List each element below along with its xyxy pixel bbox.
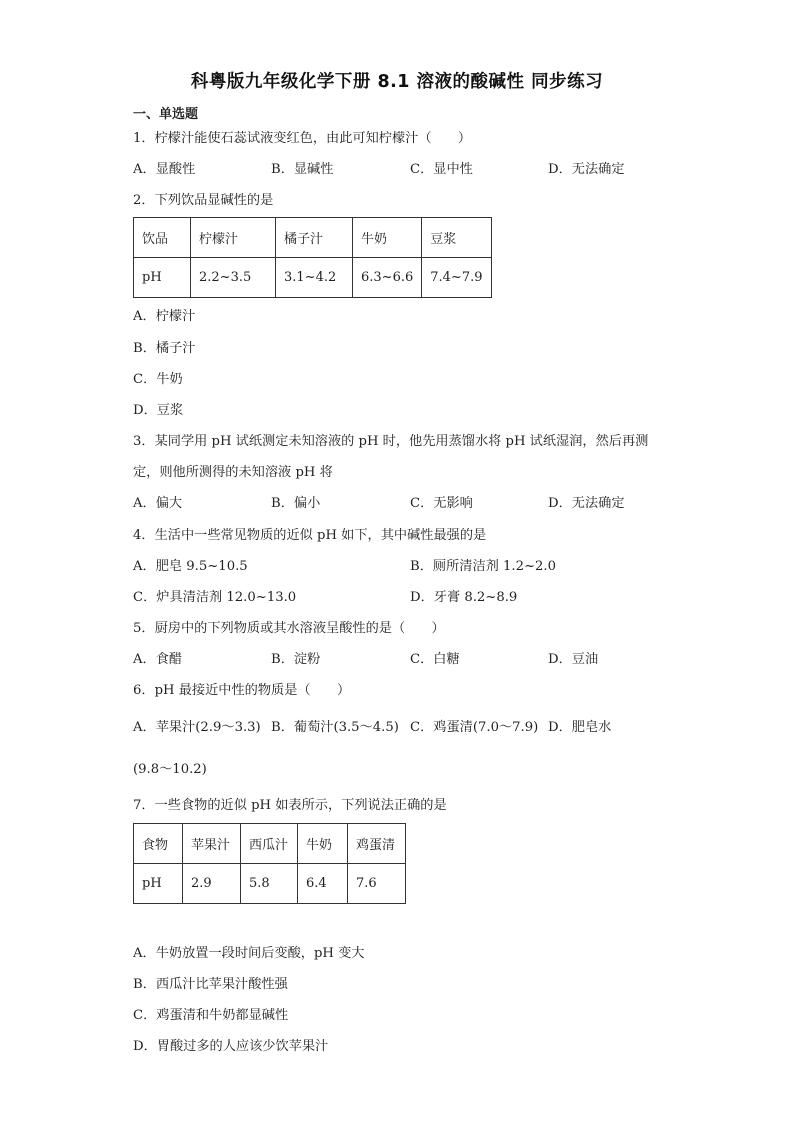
question-6-option-c: C．鸡蛋清(7.0～7.9) [410, 720, 539, 735]
table-cell: 2.9 [183, 864, 241, 904]
table-cell: 7.4~7.9 [422, 258, 491, 298]
question-6-option-b: B．葡萄汁(3.5～4.5) [271, 720, 399, 735]
question-2-option-d: D．豆浆 [133, 403, 184, 418]
question-3-option-a: A．偏大 [133, 496, 183, 511]
table-row [134, 864, 406, 904]
question-6-option-d-continued: (9.8～10.2) [133, 762, 207, 777]
question-3-stem-line2: 定，则他所测得的未知溶液 pH 将 [133, 465, 333, 480]
question-7-option-c: C．鸡蛋清和牛奶都显碱性 [133, 1008, 289, 1023]
table-cell: 牛奶 [298, 824, 348, 864]
table-cell: 7.6 [348, 864, 406, 904]
table-cell: 西瓜汁 [241, 824, 298, 864]
table-cell: 橘子汁 [276, 218, 353, 258]
question-6-option-d: D．肥皂水 [548, 720, 612, 735]
table-cell: 2.2~3.5 [191, 258, 276, 298]
table-cell: 豆浆 [422, 218, 491, 258]
question-5-stem: 5．厨房中的下列物质或其水溶液呈酸性的是（ ） [133, 621, 445, 636]
question-5-option-a: A．食醋 [133, 652, 183, 667]
question-7-option-b: B．西瓜汁比苹果汁酸性强 [133, 977, 288, 992]
table-row [134, 218, 492, 258]
table-cell: 饮品 [134, 218, 191, 258]
question-5-option-d: D．豆油 [548, 652, 599, 667]
question-7-option-a: A．牛奶放置一段时间后变酸，pH 变大 [133, 946, 365, 961]
question-7-option-d: D．胃酸过多的人应该少饮苹果汁 [133, 1039, 329, 1054]
question-3-option-c: C．无影响 [410, 496, 473, 511]
table-row [134, 258, 492, 298]
question-7-stem: 7．一些食物的近似 pH 如表所示，下列说法正确的是 [133, 798, 447, 813]
question-4-option-a: A．肥皂 9.5~10.5 [133, 559, 248, 574]
question-4-option-d: D．牙膏 8.2~8.9 [410, 590, 518, 605]
question-1-option-d: D．无法确定 [548, 162, 625, 177]
question-3-option-d: D．无法确定 [548, 496, 625, 511]
question-1-option-a: A．显酸性 [133, 162, 196, 177]
table-cell: 食物 [134, 824, 183, 864]
question-1-stem: 1．柠檬汁能使石蕊试液变红色，由此可知柠檬汁（ ） [133, 131, 472, 146]
section-heading: 一、单选题 [133, 107, 199, 122]
table-cell: 牛奶 [353, 218, 422, 258]
table-cell: 6.4 [298, 864, 348, 904]
question-2-option-c: C．牛奶 [133, 372, 183, 387]
table-cell: 3.1~4.2 [276, 258, 353, 298]
question-4-stem: 4．生活中一些常见物质的近似 pH 如下，其中碱性最强的是 [133, 528, 487, 543]
question-1-option-b: B．显碱性 [271, 162, 334, 177]
question-4-option-c: C．炉具清洁剂 12.0~13.0 [133, 590, 297, 605]
question-3-option-b: B．偏小 [271, 496, 321, 511]
question-5-option-b: B．淀粉 [271, 652, 321, 667]
question-6-option-a: A．苹果汁(2.9～3.3) [133, 720, 261, 735]
table-cell: 柠檬汁 [191, 218, 276, 258]
question-6-stem: 6．pH 最接近中性的物质是（ ） [133, 683, 351, 698]
question-2-option-a: A．柠檬汁 [133, 309, 196, 324]
table-cell: 苹果汁 [183, 824, 241, 864]
question-2-option-b: B．橘子汁 [133, 341, 196, 356]
question-5-option-c: C．白糖 [410, 652, 460, 667]
question-1-option-c: C．显中性 [410, 162, 473, 177]
question-4-option-b: B．厕所清洁剂 1.2~2.0 [410, 559, 557, 574]
table-row [134, 824, 406, 864]
table-cell: 6.3~6.6 [353, 258, 422, 298]
question-7-table [133, 823, 406, 904]
question-2-table [133, 217, 492, 298]
table-cell: 鸡蛋清 [348, 824, 406, 864]
table-cell: pH [134, 258, 191, 298]
table-cell: 5.8 [241, 864, 298, 904]
document-title: 科粤版九年级化学下册 8.1 溶液的酸碱性 同步练习 [190, 72, 604, 92]
question-2-stem: 2．下列饮品显碱性的是 [133, 193, 274, 208]
table-cell: pH [134, 864, 183, 904]
question-3-stem-line1: 3．某同学用 pH 试纸测定未知溶液的 pH 时，他先用蒸馏水将 pH 试纸湿润，然后再测 [133, 434, 649, 449]
